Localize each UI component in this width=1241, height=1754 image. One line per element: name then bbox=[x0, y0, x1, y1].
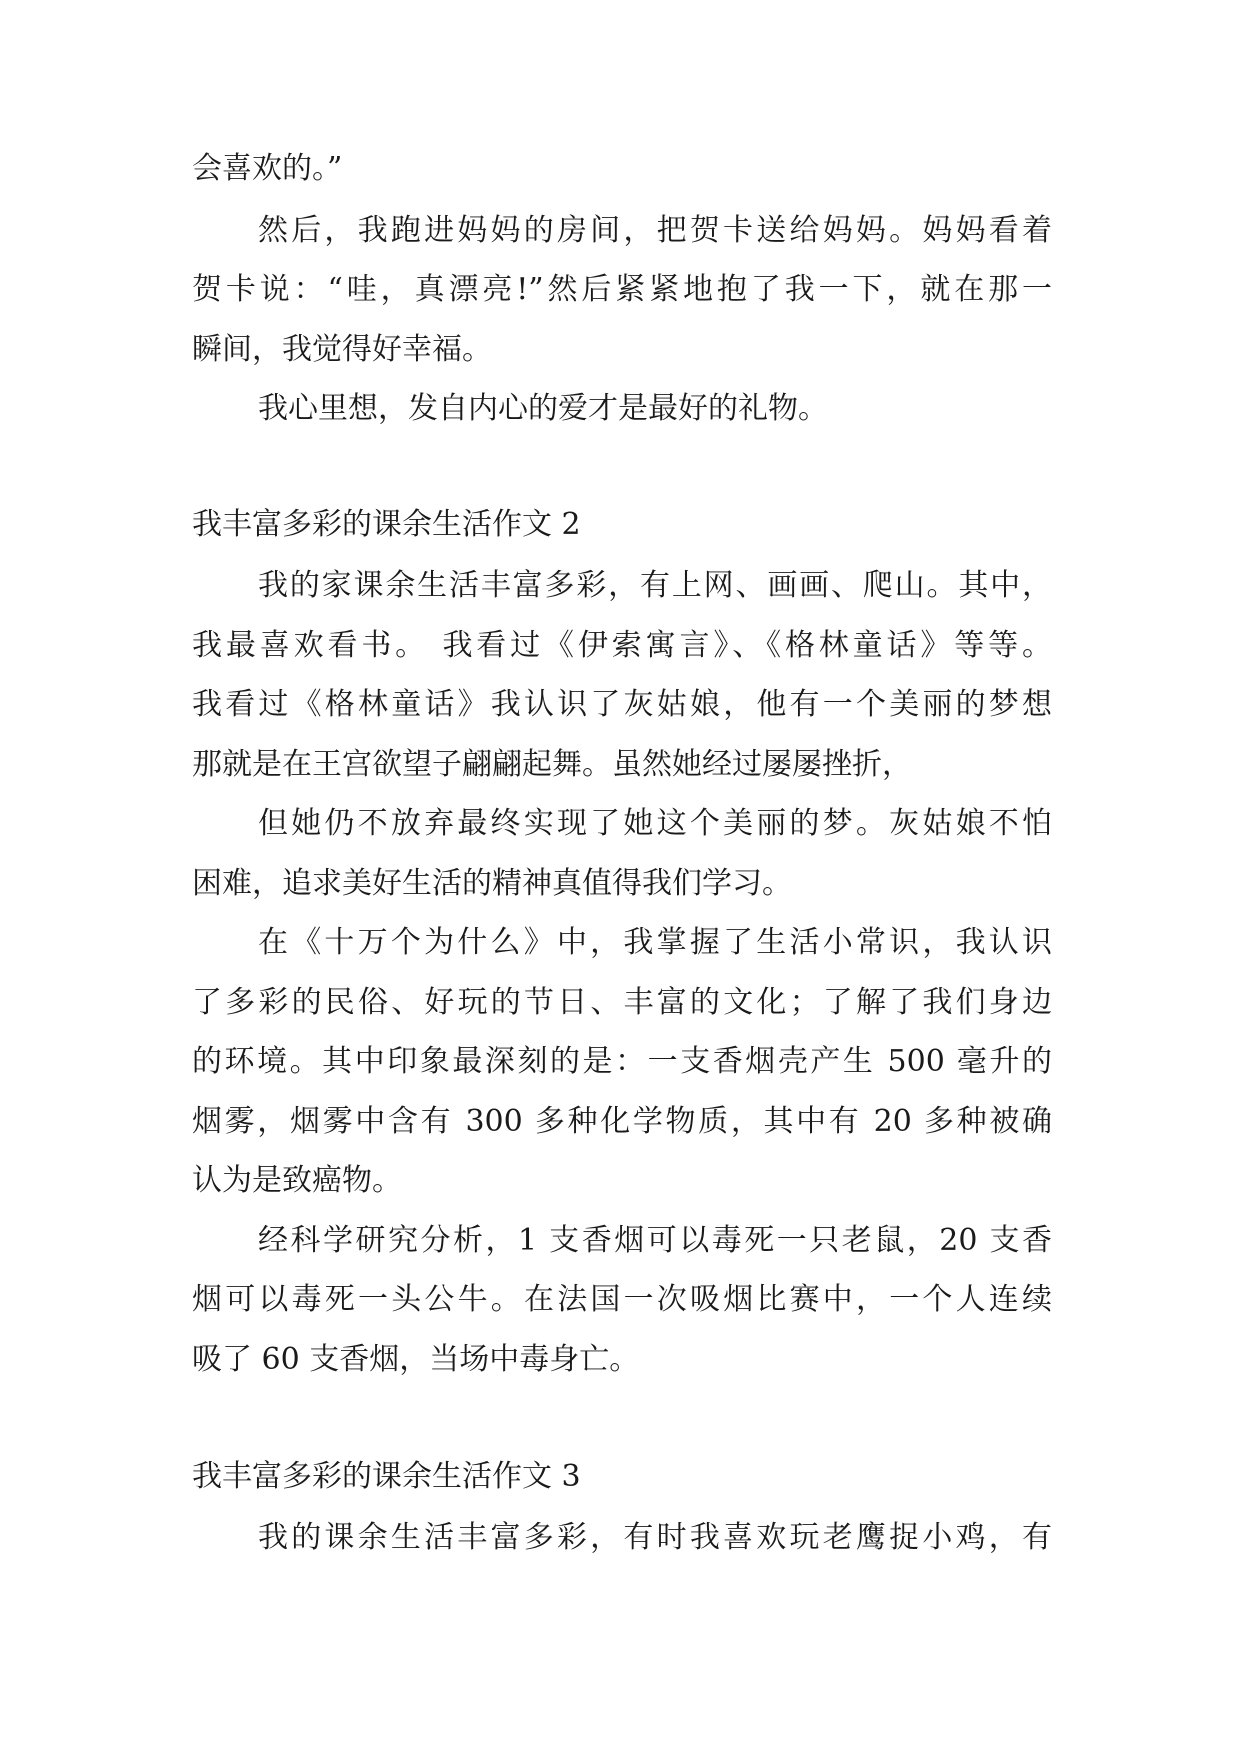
text-line: 我心里想，发自内心的爱才是最好的礼物。 bbox=[258, 391, 828, 426]
text-line: 的环境。其中印象最深刻的是：一支香烟壳产生 500 毫升的 bbox=[192, 1044, 1052, 1079]
section-heading: 我丰富多彩的课余生活作文 2 bbox=[192, 507, 581, 542]
text-line: 我看过《格林童话》我认识了灰姑娘，他有一个美丽的梦想 bbox=[192, 687, 1052, 722]
text-line: 困难，追求美好生活的精神真值得我们学习。 bbox=[192, 866, 792, 901]
text-line: 在《十万个为什么》中，我掌握了生活小常识，我认识 bbox=[258, 925, 1052, 960]
text-line: 烟可以毒死一头公牛。在法国一次吸烟比赛中，一个人连续 bbox=[192, 1282, 1052, 1317]
text-line: 然后，我跑进妈妈的房间，把贺卡送给妈妈。妈妈看着 bbox=[258, 213, 1052, 248]
text-line: 贺卡说：“哇，真漂亮!”然后紧紧地抱了我一下，就在那一 bbox=[192, 272, 1052, 307]
text-line: 吸了 60 支香烟，当场中毒身亡。 bbox=[192, 1342, 640, 1377]
text-line: 瞬间，我觉得好幸福。 bbox=[192, 332, 492, 367]
text-line: 我的家课余生活丰富多彩，有上网、画画、爬山。其中， bbox=[258, 568, 1052, 603]
section-heading: 我丰富多彩的课余生活作文 3 bbox=[192, 1459, 581, 1494]
text-line: 我的课余生活丰富多彩，有时我喜欢玩老鹰捉小鸡，有 bbox=[258, 1520, 1052, 1555]
text-line: 会喜欢的。” bbox=[192, 151, 343, 186]
text-line: 了多彩的民俗、好玩的节日、丰富的文化；了解了我们身边 bbox=[192, 985, 1052, 1020]
text-line: 烟雾，烟雾中含有 300 多种化学物质，其中有 20 多种被确 bbox=[192, 1104, 1052, 1139]
text-line: 但她仍不放弃最终实现了她这个美丽的梦。灰姑娘不怕 bbox=[258, 806, 1052, 841]
text-line: 我最喜欢看书。 我看过《伊索寓言》、《格林童话》等等。 bbox=[192, 628, 1052, 663]
text-line: 经科学研究分析，1 支香烟可以毒死一只老鼠，20 支香 bbox=[258, 1223, 1052, 1258]
text-line: 那就是在王宫欲望子翩翩起舞。虽然她经过屡屡挫折， bbox=[192, 747, 912, 782]
text-line: 认为是致癌物。 bbox=[192, 1163, 402, 1198]
